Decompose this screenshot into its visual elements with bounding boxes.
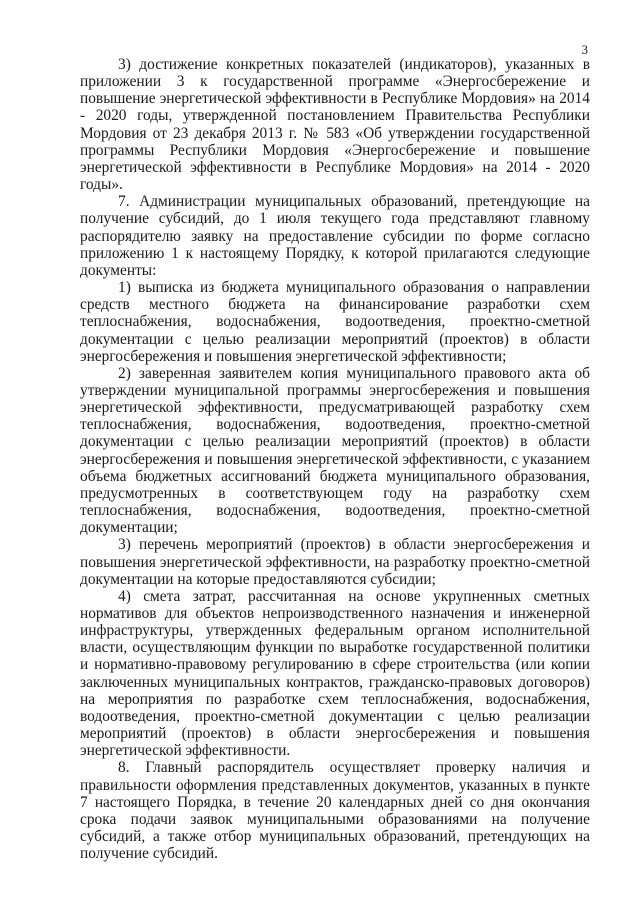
paragraph-item-4-cost-estimate: 4) смета затрат, рассчитанная на основе укрупненных сметных нормативов для объектов непроизводственного назначения и инженерной инфраструктуры, утвержденных федеральным органом исполнительной власти, осуществляющим функции по выработке государственной политики и нормативно-правовому регулированию в сфере строительства (или копии заключенных муниципальных контрактов, гражданско-правовых договоров) на мероприятия по разработке схем теплоснабжения, водоснабжения, водоотведения, проектно-сметной документации с целью реализации мероприятий (проектов) в области энергосбережения и повышения энергетической эффективности. bbox=[80, 587, 590, 760]
document-body bbox=[80, 56, 590, 862]
page-number: 3 bbox=[581, 42, 588, 57]
paragraph-item-2-legal-act-copy: 2) заверенная заявителем копия муниципального правового акта об утверждении муниципальной программы энергосбережения и повышения энергетической эффективности, предусматривающей разработку схем теплоснабжения, водоснабжения, водоотведения, проектно-сметной документации с целью реализации мероприятий (проектов) в области энергосбережения и повышения энергетической эффективности, с указанием объема бюджетных ассигнований бюджета муниципального образования, предусмотренных в соответствующем году на разработку схем теплоснабжения, водоснабжения, водоотведения, проектно-сметной документации; bbox=[80, 364, 590, 537]
paragraph-clause-8: 8. Главный распорядитель осуществляет проверку наличия и правильности оформления представленных документов, указанных в пункте 7 настоящего Порядка, в течение 20 календарных дней со дня окончания срока подачи заявок муниципальными образованиями на получение субсидий, а также отбор муниципальных образований, претендующих на получение субсидий. bbox=[80, 759, 590, 863]
paragraph-clause-7: 7. Администрации муниципальных образований, претендующие на получение субсидий, до 1 июля текущего года представляют главному распорядителю заявку на предоставление субсидии по форме согласно приложению 1 к настоящему Порядку, к которой прилагаются следующие документы: bbox=[80, 193, 590, 279]
paragraph-item-3-indicators: 3) достижение конкретных показателей (индикаторов), указанных в приложении 3 к государственной программе «Энергосбережение и повышение энергетической эффективности в Республике Мордовия» на 2014 - 2020 годы, утвержденной постановлением Правительства Республики Мордовия от 23 декабря 2013 г. № 583 «Об утверждении государственной программы Республики Мордовия «Энергосбережение и повышение энергетической эффективности в Республике Мордовия» на 2014 - 2020 годы». bbox=[80, 56, 590, 194]
paragraph-item-3-project-list: 3) перечень мероприятий (проектов) в области энергосбережения и повышения энергетической эффективности, на разработку проектно-сметной документации на которые предоставляются субсидии; bbox=[80, 536, 590, 588]
paragraph-item-1-budget-extract: 1) выписка из бюджета муниципального образования о направлении средств местного бюджета на финансирование разработки схем теплоснабжения, водоснабжения, водоотведения, проектно-сметной документации с целью реализации мероприятий (проектов) в области энергосбережения и повышения энергетической эффективности; bbox=[80, 279, 590, 365]
